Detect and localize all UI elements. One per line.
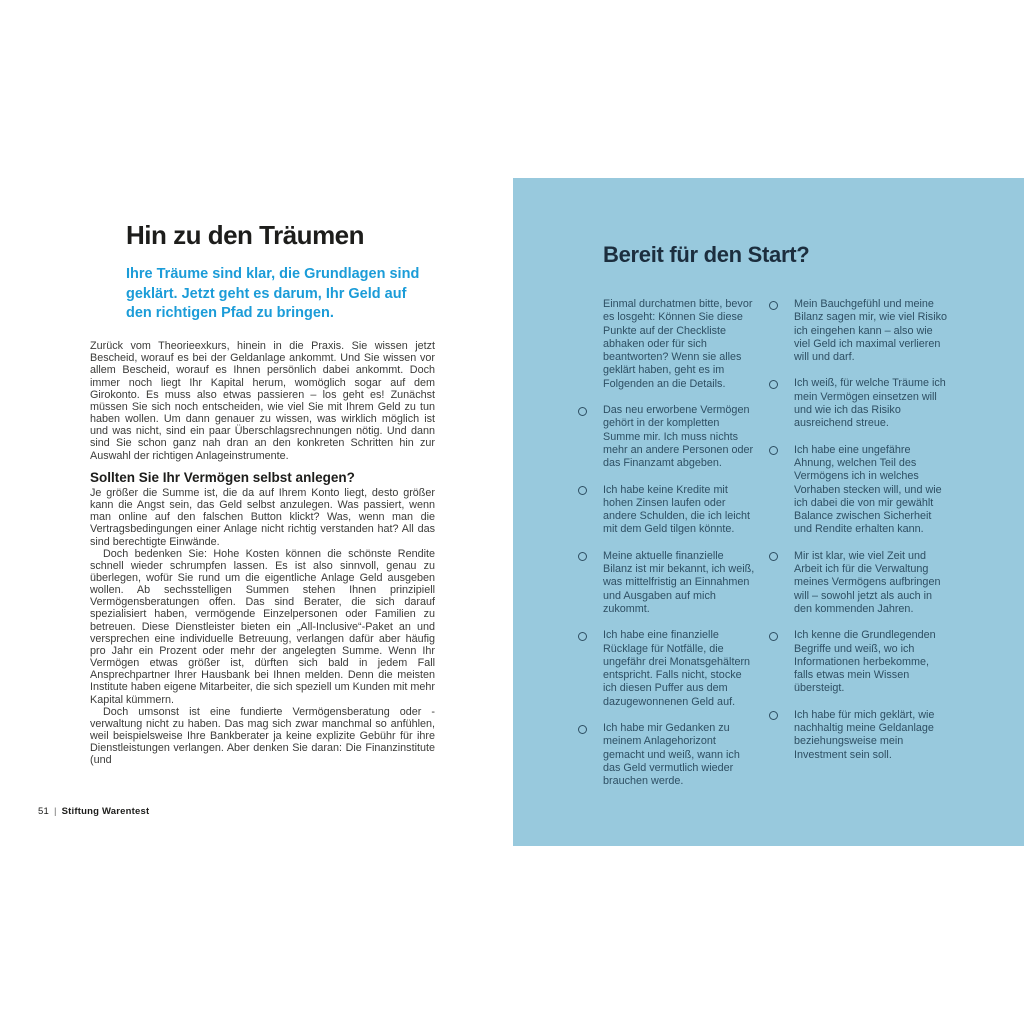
checklist-item-text: Ich habe mir Gedanken zu meinem Anlagehorizont gemacht und weiß, wann ich das Geld vermutlich wieder brauchen werde. xyxy=(603,722,740,788)
checklist-item-text: Mein Bauchgefühl und meine Bilanz sagen mir, wie viel Risiko ich eingehen kann – also wie viel Geld ich maximal verlieren will und darf. xyxy=(794,298,948,364)
bullet-gutter xyxy=(578,484,603,537)
bullet-gutter xyxy=(578,298,603,391)
page-number: 51 xyxy=(38,806,49,817)
checklist-item xyxy=(769,709,947,762)
checklist-item xyxy=(578,404,756,470)
bullet-gutter xyxy=(578,550,603,616)
checklist-item-text: Ich kenne die Grundlegenden Begriffe und weiß, wo ich Informationen herbekomme, falls etwas mein Wissen übersteigt. xyxy=(794,629,936,695)
checklist-column-left xyxy=(578,298,756,789)
checklist-item-text: Mir ist klar, wie viel Zeit und Arbeit ich für die Verwaltung meines Vermögens aufbringen will – sowohl jetzt als auch in den kommenden Jahren. xyxy=(794,549,941,615)
checklist-item-text: Meine aktuelle finanzielle Bilanz ist mir bekannt, ich weiß, was mittelfristig an Einnahmen und Ausgaben auf mich zukommt. xyxy=(603,549,755,615)
article-body xyxy=(90,340,435,766)
checklist-item xyxy=(578,722,756,788)
checklist-item xyxy=(769,298,947,364)
checklist-intro-text: Einmal durchatmen bitte, bevor es losgeht: Können Sie diese Punkte auf der Checkliste abhaken oder für sich beantworten? Wenn sie alles geklärt haben, geht es im Folgenden an die Details. xyxy=(603,298,753,390)
checklist-item xyxy=(578,629,756,709)
checkbox-circle-icon xyxy=(769,552,778,561)
checklist-item xyxy=(769,444,947,537)
checkbox-circle-icon xyxy=(578,407,587,416)
checklist-item-text: Ich habe für mich geklärt, wie nachhaltig meine Geldanlage beziehungsweise mein Investment sein soll. xyxy=(794,708,935,761)
publisher-name: Stiftung Warentest xyxy=(61,806,150,817)
bullet-gutter xyxy=(578,404,603,470)
left-page xyxy=(90,220,435,766)
section-heading: Sollten Sie Ihr Vermögen selbst anlegen? xyxy=(90,469,355,485)
checklist-item-text: Das neu erworbene Vermögen gehört in der kompletten Summe mir. Ich muss nichts mehr an andere Personen oder das Finanzamt abgeben. xyxy=(603,404,754,470)
checkbox-circle-icon xyxy=(578,632,587,641)
paragraph-4: Doch umsonst ist eine fundierte Vermögensberatung oder -verwaltung nicht zu haben. Das mag sich zwar manchmal so anfühlen, weil beispielsweise Ihre Bankberater ja keine explizite Gebühr für ihre Dienstleistungen verlangen. Aber denken Sie daran: Die Finanzinstitute (und xyxy=(90,705,435,767)
checkbox-circle-icon xyxy=(769,380,778,389)
page-footer xyxy=(38,806,149,817)
checkbox-circle-icon xyxy=(769,301,778,310)
checklist-columns xyxy=(578,298,947,789)
checkbox-circle-icon xyxy=(769,446,778,455)
checkbox-circle-icon xyxy=(578,552,587,561)
bullet-gutter xyxy=(578,629,603,709)
checklist-item-text: Ich habe eine finanzielle Rücklage für Notfälle, die ungefähr drei Monatsgehältern entspricht. Falls nicht, stocke ich diesen Puffer aus dem dazugewonnenen Geld auf. xyxy=(603,629,751,708)
checklist-item xyxy=(578,484,756,537)
footer-separator: | xyxy=(53,806,57,817)
bullet-gutter xyxy=(578,722,603,788)
bullet-gutter xyxy=(769,709,794,762)
checklist-intro xyxy=(578,298,756,391)
checkbox-circle-icon xyxy=(578,725,587,734)
checklist-item xyxy=(769,377,947,430)
checklist-box xyxy=(513,178,1024,846)
page-title: Hin zu den Träumen xyxy=(126,220,365,250)
bullet-gutter xyxy=(769,629,794,695)
checklist-item-text: Ich weiß, für welche Träume ich mein Vermögen einsetzen will und wie ich das Risiko ausreichend streue. xyxy=(794,377,946,430)
checklist-heading: Bereit für den Start? xyxy=(603,242,810,267)
checklist-column-right xyxy=(769,298,947,789)
checkbox-circle-icon xyxy=(769,632,778,641)
lead-paragraph: Ihre Träume sind klar, die Grundlagen sind geklärt. Jetzt geht es darum, Ihr Geld auf den richtigen Pfad zu bringen. xyxy=(126,266,420,322)
checklist-item xyxy=(769,629,947,695)
bullet-gutter xyxy=(769,298,794,364)
paragraph-3: Doch bedenken Sie: Hohe Kosten können die schönste Rendite schnell wieder schrumpfen lassen. Es ist also sinnvoll, genau zu überlegen, wofür Sie rund um die eigentliche Anlage Geld ausgeben wollen. Ab sechsstelligen Summen stehen Ihnen prinzipiell Vermögensberatungen offen. Das sind Berater, die sich darauf spezialisiert haben, vermögende Einzelpersonen oder Familien zu betreuen. Diese Dienstleister bieten ein „All-Inclusive“-Paket an und versprechen eine individuelle Betreuung, verlangen dafür aber häufig pro Jahr ein Prozent oder mehr der angelegten Summe. Wenn Ihr Vermögen etwas größer ist, dürften sich bald in jedem Fall Ansprechpartner Ihrer Hausbank bei Ihnen melden. Denn die meisten Institute haben eigene Mitarbeiter, die sich speziell um Kunden mit mehr Kapital kümmern. xyxy=(90,547,435,706)
paragraph-1: Zurück vom Theorieexkurs, hinein in die Praxis. Sie wissen jetzt Bescheid, worauf es bei der Geldanlage ankommt. Und Sie wissen vor allem Bescheid, worauf es Ihnen persönlich dabei ankommt. Doch immer noch liegt Ihr Kapital herum, womöglich sogar auf dem Girokonto. Es muss also etwas passieren – los geht es! Zunächst müssen Sie sich noch entscheiden, wie viel Sie mit Ihrem Geld zu tun haben wollen. Um dann genauer zu wissen, was wirklich möglich ist und was nicht, sind ein paar Überschlagsrechnungen nötig. Und dann sind Sie schon ganz nah dran an den konkreten Schritten hin zur Auswahl der richtigen Anlageinstrumente. xyxy=(90,340,435,462)
paragraph-2: Je größer die Summe ist, die da auf Ihrem Konto liegt, desto größer kann die Angst sein, das Geld selbst anzulegen. Was passiert, wenn man online auf den falschen Button klickt? Was, wenn man die Vertragsbedingungen einer Anlage nicht richtig verstanden hat? All das sind berechtigte Einwände. xyxy=(90,486,435,548)
checklist-item-text: Ich habe keine Kredite mit hohen Zinsen laufen oder andere Schulden, die ich leicht mit dem Geld tilgen könnte. xyxy=(603,483,751,536)
bullet-gutter xyxy=(769,444,794,537)
checklist-item xyxy=(578,550,756,616)
bullet-gutter xyxy=(769,377,794,430)
checkbox-circle-icon xyxy=(769,711,778,720)
bullet-gutter xyxy=(769,550,794,616)
checkbox-circle-icon xyxy=(578,486,587,495)
checklist-item-text: Ich habe eine ungefähre Ahnung, welchen Teil des Vermögens ich in welches Vorhaben stecken will, und wie ich dabei die von mir gewählt Balance zwischen Sicherheit und Rendite erhalten kann. xyxy=(794,443,942,536)
checklist-item xyxy=(769,550,947,616)
